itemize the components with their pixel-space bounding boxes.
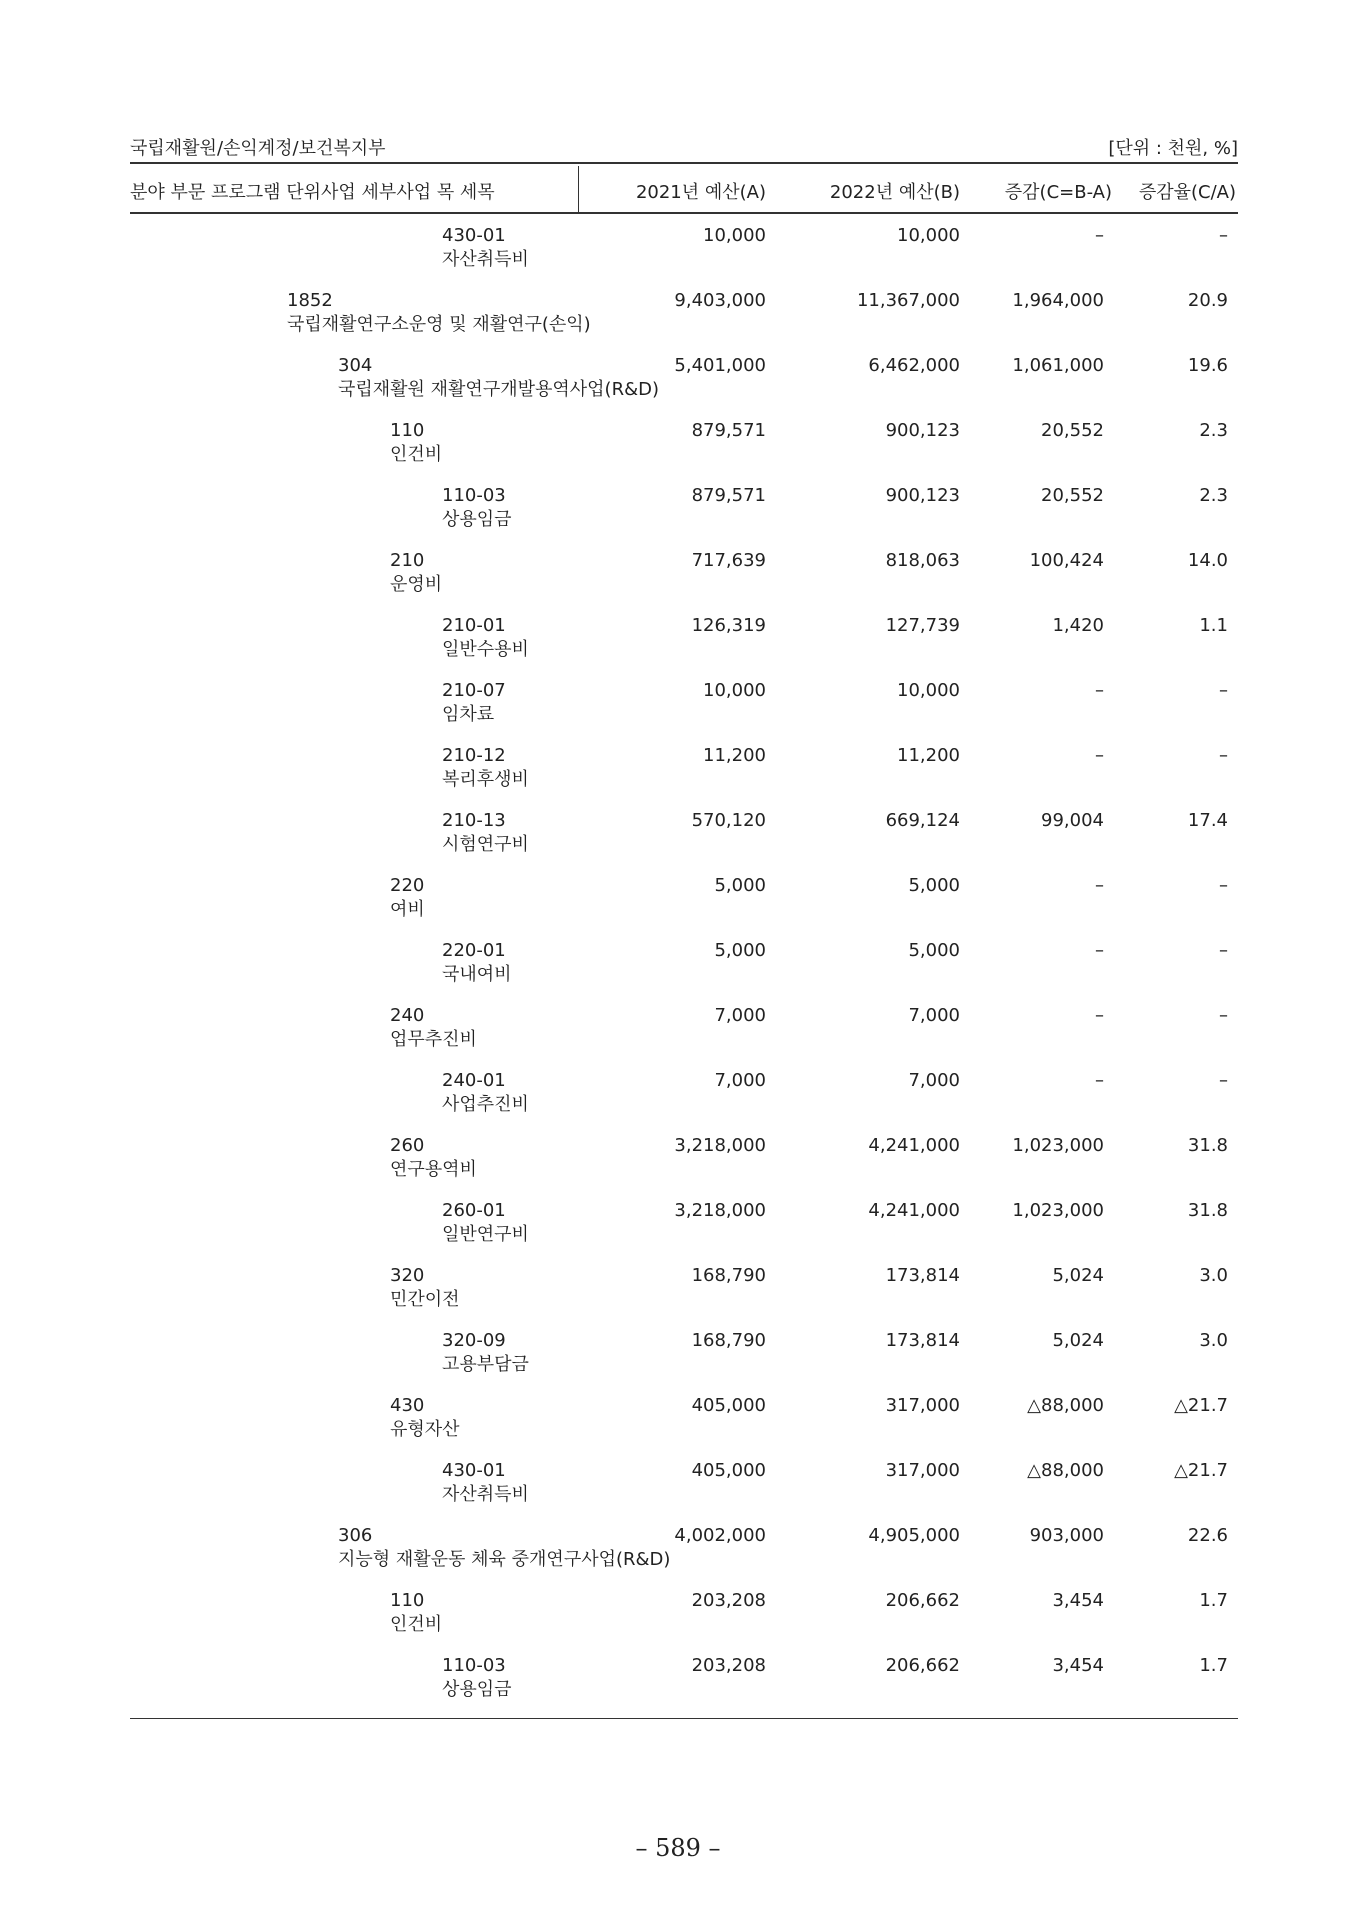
budget-2021-cell: 3,218,000: [674, 1135, 766, 1156]
row-name: 연구용역비: [390, 1159, 477, 1180]
change-cell: –: [1095, 1005, 1104, 1026]
table-row: [130, 1449, 1238, 1514]
change-rate-cell: 31.8: [1187, 1135, 1228, 1156]
change-rate-cell: 1.1: [1199, 615, 1228, 636]
row-name: 인건비: [390, 1614, 443, 1635]
table-body: [130, 214, 1238, 1709]
budget-2022-cell: 11,200: [897, 745, 960, 766]
budget-2021-cell: 570,120: [691, 810, 766, 831]
header-title: 국립재활원/손익계정/보건복지부: [130, 138, 386, 159]
row-code: 430-01: [442, 1460, 506, 1481]
row-name: 상용임금: [442, 509, 512, 530]
budget-2021-cell: 5,401,000: [674, 355, 766, 376]
change-cell: –: [1095, 875, 1104, 896]
row-code: 304: [338, 355, 373, 376]
row-code: 210: [390, 550, 425, 571]
budget-2022-cell: 900,123: [885, 420, 960, 441]
row-name: 일반수용비: [442, 639, 529, 660]
row-name: 운영비: [390, 574, 443, 595]
budget-2021-cell: 7,000: [714, 1005, 766, 1026]
change-cell: 20,552: [1041, 485, 1104, 506]
row-name: 유형자산: [390, 1419, 460, 1440]
change-cell: –: [1095, 745, 1104, 766]
row-name: 여비: [390, 899, 425, 920]
budget-2022-cell: 206,662: [885, 1590, 960, 1611]
row-code: 210-13: [442, 810, 506, 831]
table-row: [130, 1579, 1238, 1644]
header-divider: [578, 166, 579, 212]
table-row: [130, 539, 1238, 604]
budget-2022-cell: 669,124: [885, 810, 960, 831]
table-row: [130, 1514, 1238, 1579]
change-rate-cell: 3.0: [1199, 1330, 1228, 1351]
change-cell: 5,024: [1052, 1330, 1104, 1351]
budget-2022-cell: 11,367,000: [856, 290, 960, 311]
budget-2021-cell: 405,000: [691, 1460, 766, 1481]
change-cell: 903,000: [1029, 1525, 1104, 1546]
budget-2021-cell: 203,208: [691, 1590, 766, 1611]
table-row: [130, 994, 1238, 1059]
row-code: 110-03: [442, 1655, 506, 1676]
table-row: [130, 409, 1238, 474]
table-row: [130, 604, 1238, 669]
row-code: 260-01: [442, 1200, 506, 1221]
budget-2022-cell: 7,000: [908, 1005, 960, 1026]
row-name: 국내여비: [442, 964, 512, 985]
unit-label: [단위 : 천원, %]: [1108, 138, 1238, 159]
table-row: [130, 214, 1238, 279]
change-rate-cell: –: [1219, 1070, 1228, 1091]
col-change: 증감(C=B-A): [1004, 182, 1112, 203]
budget-2022-cell: 818,063: [885, 550, 960, 571]
budget-2021-cell: 5,000: [714, 875, 766, 896]
budget-2021-cell: 7,000: [714, 1070, 766, 1091]
change-rate-cell: 31.8: [1187, 1200, 1228, 1221]
budget-2022-cell: 173,814: [885, 1265, 960, 1286]
budget-2021-cell: 203,208: [691, 1655, 766, 1676]
change-cell: 20,552: [1041, 420, 1104, 441]
table-row: [130, 734, 1238, 799]
row-name: 지능형 재활운동 체육 중개연구사업(R&D): [338, 1549, 671, 1570]
table-row: [130, 1384, 1238, 1449]
table-row: [130, 929, 1238, 994]
change-rate-cell: 20.9: [1187, 290, 1228, 311]
row-name: 고용부담금: [442, 1354, 529, 1375]
change-cell: –: [1095, 1070, 1104, 1091]
col-classification: 분야 부문 프로그램 단위사업 세부사업 목 세목: [130, 182, 495, 203]
change-rate-cell: –: [1219, 225, 1228, 246]
row-name: 업무추진비: [390, 1029, 477, 1050]
budget-2021-cell: 405,000: [691, 1395, 766, 1416]
budget-2022-cell: 4,241,000: [868, 1135, 960, 1156]
table-row: [130, 1189, 1238, 1254]
row-code: 430-01: [442, 225, 506, 246]
row-name: 일반연구비: [442, 1224, 529, 1245]
row-code: 430: [390, 1395, 425, 1416]
change-cell: 1,964,000: [1012, 290, 1104, 311]
col-change-rate: 증감율(C/A): [1138, 182, 1236, 203]
budget-2022-cell: 4,241,000: [868, 1200, 960, 1221]
change-rate-cell: –: [1219, 1005, 1228, 1026]
change-cell: 3,454: [1052, 1590, 1104, 1611]
budget-2021-cell: 879,571: [691, 420, 766, 441]
row-code: 210-12: [442, 745, 506, 766]
row-code: 210-07: [442, 680, 506, 701]
change-rate-cell: △21.7: [1174, 1395, 1228, 1416]
table-row: [130, 1254, 1238, 1319]
change-rate-cell: 19.6: [1187, 355, 1228, 376]
budget-2021-cell: 10,000: [703, 680, 766, 701]
change-cell: 1,023,000: [1012, 1135, 1104, 1156]
row-code: 240: [390, 1005, 425, 1026]
table-row: [130, 474, 1238, 539]
row-name: 임차료: [442, 704, 495, 725]
row-name: 국립재활원 재활연구개발용역사업(R&D): [338, 379, 659, 400]
table-row: [130, 1059, 1238, 1124]
row-code: 320-09: [442, 1330, 506, 1351]
row-code: 260: [390, 1135, 425, 1156]
change-cell: –: [1095, 940, 1104, 961]
budget-2021-cell: 10,000: [703, 225, 766, 246]
budget-2022-cell: 7,000: [908, 1070, 960, 1091]
budget-2022-cell: 206,662: [885, 1655, 960, 1676]
change-rate-cell: 22.6: [1187, 1525, 1228, 1546]
budget-2022-cell: 900,123: [885, 485, 960, 506]
row-name: 인건비: [390, 444, 443, 465]
row-code: 1852: [287, 290, 333, 311]
budget-2022-cell: 6,462,000: [868, 355, 960, 376]
change-cell: 1,420: [1052, 615, 1104, 636]
row-code: 220: [390, 875, 425, 896]
budget-2021-cell: 126,319: [691, 615, 766, 636]
document-header: [130, 130, 1238, 160]
change-rate-cell: 14.0: [1187, 550, 1228, 571]
budget-2022-cell: 317,000: [885, 1460, 960, 1481]
row-code: 320: [390, 1265, 425, 1286]
row-name: 민간이전: [390, 1289, 460, 1310]
row-code: 110: [390, 420, 425, 441]
row-name: 사업추진비: [442, 1094, 529, 1115]
budget-2021-cell: 168,790: [691, 1330, 766, 1351]
row-name: 복리후생비: [442, 769, 529, 790]
change-rate-cell: 1.7: [1199, 1590, 1228, 1611]
row-code: 220-01: [442, 940, 506, 961]
budget-2022-cell: 10,000: [897, 680, 960, 701]
budget-2021-cell: 3,218,000: [674, 1200, 766, 1221]
row-name: 시험연구비: [442, 834, 529, 855]
change-cell: △88,000: [1027, 1395, 1104, 1416]
change-rate-cell: –: [1219, 680, 1228, 701]
change-rate-cell: 17.4: [1187, 810, 1228, 831]
table-row: [130, 1319, 1238, 1384]
row-code: 306: [338, 1525, 373, 1546]
change-rate-cell: 3.0: [1199, 1265, 1228, 1286]
row-code: 110: [390, 1590, 425, 1611]
col-budget-2022: 2022년 예산(B): [829, 182, 960, 203]
budget-2021-cell: 879,571: [691, 485, 766, 506]
row-name: 자산취득비: [442, 249, 529, 270]
change-cell: △88,000: [1027, 1460, 1104, 1481]
change-rate-cell: 2.3: [1199, 485, 1228, 506]
change-cell: 1,023,000: [1012, 1200, 1104, 1221]
budget-2021-cell: 11,200: [703, 745, 766, 766]
col-budget-2021: 2021년 예산(A): [635, 182, 766, 203]
budget-2021-cell: 5,000: [714, 940, 766, 961]
page-number: – 589 –: [635, 1834, 721, 1862]
budget-2022-cell: 5,000: [908, 940, 960, 961]
change-rate-cell: –: [1219, 745, 1228, 766]
table-top-rule: [130, 162, 1238, 164]
row-code: 110-03: [442, 485, 506, 506]
row-code: 240-01: [442, 1070, 506, 1091]
change-rate-cell: 1.7: [1199, 1655, 1228, 1676]
budget-2021-cell: 4,002,000: [674, 1525, 766, 1546]
budget-2022-cell: 173,814: [885, 1330, 960, 1351]
budget-2022-cell: 5,000: [908, 875, 960, 896]
row-name: 국립재활연구소운영 및 재활연구(손익): [287, 314, 591, 335]
budget-2022-cell: 127,739: [885, 615, 960, 636]
table-row: [130, 799, 1238, 864]
change-cell: 3,454: [1052, 1655, 1104, 1676]
budget-2022-cell: 10,000: [897, 225, 960, 246]
table-column-header: [130, 166, 1238, 210]
change-cell: –: [1095, 680, 1104, 701]
change-rate-cell: 2.3: [1199, 420, 1228, 441]
row-name: 자산취득비: [442, 1484, 529, 1505]
table-bottom-rule: [130, 1718, 1238, 1719]
change-rate-cell: △21.7: [1174, 1460, 1228, 1481]
table-row: [130, 864, 1238, 929]
budget-2022-cell: 317,000: [885, 1395, 960, 1416]
table-row: [130, 344, 1238, 409]
row-code: 210-01: [442, 615, 506, 636]
change-cell: –: [1095, 225, 1104, 246]
change-cell: 5,024: [1052, 1265, 1104, 1286]
change-rate-cell: –: [1219, 875, 1228, 896]
table-row: [130, 669, 1238, 734]
budget-2021-cell: 9,403,000: [674, 290, 766, 311]
budget-2022-cell: 4,905,000: [868, 1525, 960, 1546]
row-name: 상용임금: [442, 1679, 512, 1700]
change-rate-cell: –: [1219, 940, 1228, 961]
change-cell: 1,061,000: [1012, 355, 1104, 376]
budget-2021-cell: 168,790: [691, 1265, 766, 1286]
change-cell: 99,004: [1041, 810, 1104, 831]
table-row: [130, 1124, 1238, 1189]
table-row: [130, 1644, 1238, 1709]
table-row: [130, 279, 1238, 344]
change-cell: 100,424: [1029, 550, 1104, 571]
budget-2021-cell: 717,639: [691, 550, 766, 571]
